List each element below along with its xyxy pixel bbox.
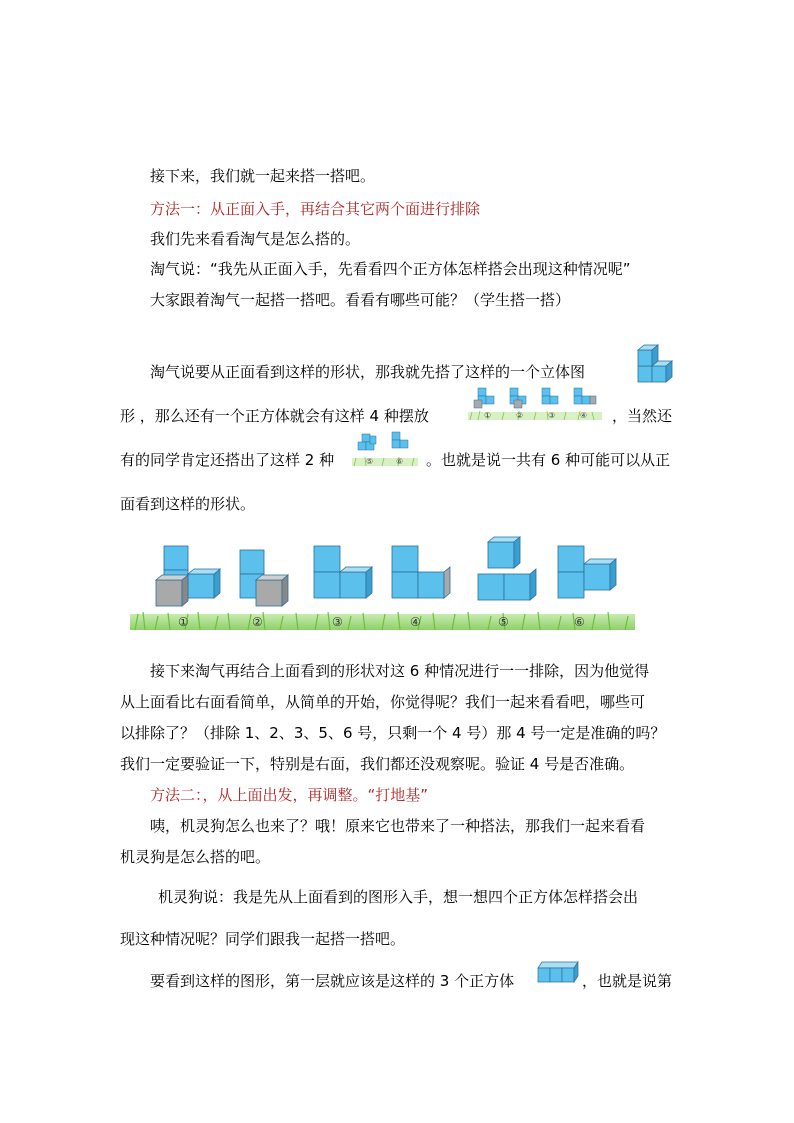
two-arrangements-image (352, 428, 418, 468)
figure-label-5: ⑤ (498, 615, 509, 629)
paragraph-dog-1: 咦，机灵狗怎么也来了？哦！原来它也带来了一种搭法，那我们一起来看看 (150, 817, 646, 835)
method-one-heading: 方法一：从正面入手，再结合其它两个面进行排除 (150, 200, 481, 218)
paragraph-exclude-2: 从上面看比右面看简单，从简单的开始，你觉得呢？我们一起来看看吧，哪些可 (120, 693, 646, 711)
paragraph-dog-says-1: 机灵狗说：我是先从上面看到的图形入手，想一想四个正方体怎样搭会出 (158, 888, 639, 906)
method-two-text: 方法二：，从上面出发，再调整。 (150, 786, 368, 804)
paragraph-taoqi-says: 淘气说：“我先从正面入手，先看看四个正方体怎样搭会出现这种情况呢” (150, 260, 631, 278)
figure-label-1: ① (178, 615, 189, 629)
small-label-1: ① (484, 411, 492, 420)
l-shape-cube-image (636, 344, 676, 384)
method-two-heading (150, 785, 428, 805)
paragraph-exclude-1: 接下来淘气再结合上面看到的形状对这 6 种情况进行一一排除，因为他觉得 (150, 662, 650, 680)
method-two-quote: “打地基” (367, 786, 429, 804)
paragraph-intro: 接下来，我们就一起来搭一搭吧。 (150, 167, 376, 185)
paragraph-dog-2: 机灵狗是怎么搭的吧。 (120, 848, 271, 866)
figure-label-2: ② (252, 615, 263, 629)
four-arrangements-image (468, 382, 602, 422)
six-arrangements-figure (130, 534, 635, 634)
paragraph-exclude-3: 以排除了？（排除 1、2、3、5、6 号，只剩一个 4 号）那 4 号一定是准确的吗？ (120, 724, 666, 742)
small-label-5: ⑤ (366, 457, 374, 466)
small-label-4: ④ (580, 411, 588, 420)
small-label-2: ② (516, 411, 524, 420)
paragraph-shape-line4: 面看到这样的形状。 (120, 495, 256, 513)
paragraph-shape-line3a: 有的同学肯定还搭出了这样 2 种 (120, 451, 335, 469)
figure-label-6: ⑥ (574, 615, 585, 629)
small-label-3: ③ (548, 411, 556, 420)
paragraph-try: 大家跟着淘气一起搭一搭吧。看看有哪些可能？（学生搭一搭） (150, 291, 571, 309)
small-label-6: ⑥ (396, 457, 404, 466)
paragraph-shape-line2a: 形 ，那么还有一个正方体就会有这样 4 种摆放 (120, 407, 429, 425)
paragraph-base-2: ，也就是说第 (582, 972, 673, 990)
three-cubes-image (536, 956, 580, 986)
paragraph-shape-line1: 淘气说要从正面看到这样的形状，那我就先搭了这样的一个立体图 (150, 363, 586, 381)
paragraph-exclude-4: 我们一定要验证一下，特别是右面，我们都还没观察呢。验证 4 号是否准确。 (120, 755, 635, 773)
paragraph-taoqi-intro: 我们先来看看淘气是怎么搭的。 (150, 230, 361, 248)
paragraph-dog-says-2: 现这种情况呢？同学们跟我一起搭一搭吧。 (120, 930, 406, 948)
paragraph-base-1: 要看到这样的图形，第一层就应该是这样的 3 个正方体 (150, 972, 515, 990)
figure-label-3: ③ (332, 615, 343, 629)
paragraph-shape-line2b: ，当然还 (612, 407, 673, 425)
figure-label-4: ④ (410, 615, 421, 629)
paragraph-shape-line3b: 。也就是说一共有 6 种可能可以从正 (426, 451, 671, 469)
